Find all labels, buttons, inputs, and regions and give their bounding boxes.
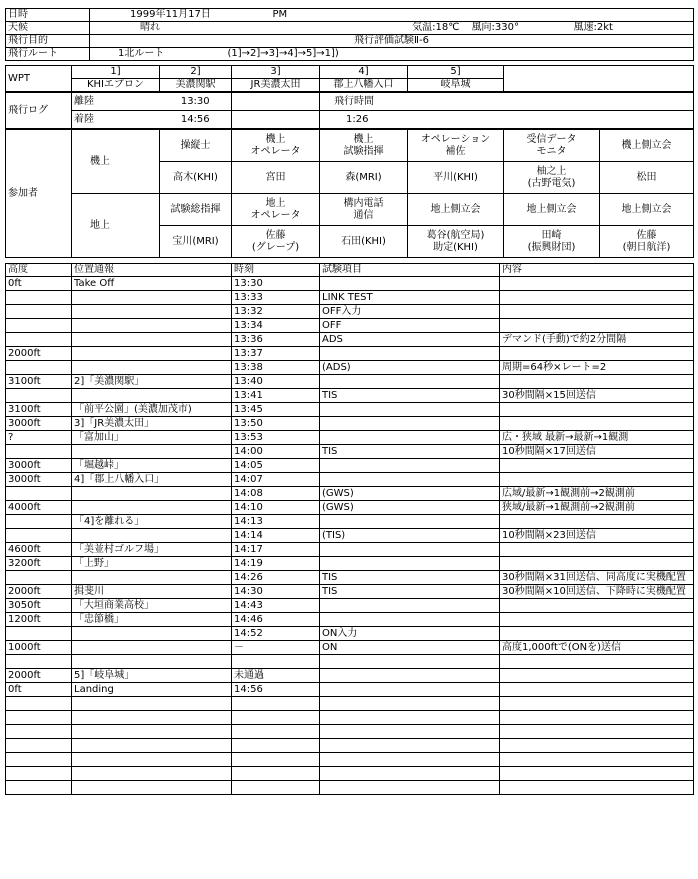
table-row <box>6 291 694 305</box>
log-test-item <box>320 403 500 417</box>
temperature: 気温:18℃ <box>372 22 468 35</box>
log-test-item <box>320 613 500 627</box>
participants-table <box>5 129 694 258</box>
log-altitude: 0ft <box>6 683 72 697</box>
duration-value: 1:26 <box>320 111 694 129</box>
log-test-item: (ADS) <box>320 361 500 375</box>
log-time: 14:07 <box>232 473 320 487</box>
table-row <box>6 543 694 557</box>
log-content <box>500 473 694 487</box>
wpt-name: 美濃関駅 <box>160 79 232 92</box>
log-time: 13:38 <box>232 361 320 375</box>
log-time: 14:08 <box>232 487 320 501</box>
log-content <box>500 319 694 333</box>
log-time: 14:46 <box>232 613 320 627</box>
log-position: 4]「郡上八幡入口」 <box>72 473 232 487</box>
table-row <box>6 781 694 795</box>
log-test-item <box>320 599 500 613</box>
log-test-item: TIS <box>320 571 500 585</box>
log-position: 「上野」 <box>72 557 232 571</box>
log-content <box>500 767 694 781</box>
log-altitude <box>6 319 72 333</box>
date-ampm: PM <box>228 9 372 22</box>
log-test-item <box>320 277 500 291</box>
role-cell: 試験総指揮 <box>160 194 232 226</box>
log-position: 揖斐川 <box>72 585 232 599</box>
log-content <box>500 627 694 641</box>
table-row <box>6 361 694 375</box>
log-time: 14:17 <box>232 543 320 557</box>
wpt-name: KHIエプロン <box>72 79 160 92</box>
name-cell: 葛谷(航空局) 助定(KHI) <box>408 226 504 258</box>
log-altitude <box>6 781 72 795</box>
log-position: 「美並村ゴルフ場」 <box>72 543 232 557</box>
table-row <box>6 375 694 389</box>
log-time: 13:45 <box>232 403 320 417</box>
table-row <box>6 333 694 347</box>
log-content <box>500 697 694 711</box>
log-altitude <box>6 767 72 781</box>
log-time: 14:19 <box>232 557 320 571</box>
log-test-item <box>320 781 500 795</box>
log-time: － <box>232 641 320 655</box>
takeoff-time: 13:30 <box>160 93 232 111</box>
log-test-item: ADS <box>320 333 500 347</box>
log-content: 広域/最新→1観測前→2観測前 <box>500 487 694 501</box>
log-altitude <box>6 627 72 641</box>
log-time: 13:37 <box>232 347 320 361</box>
table-row <box>6 599 694 613</box>
table-row <box>6 403 694 417</box>
table-row <box>6 613 694 627</box>
log-content: 30秒間隔×31回送信、同高度に実機配置 <box>500 571 694 585</box>
log-content <box>500 599 694 613</box>
log-content <box>500 277 694 291</box>
log-position <box>72 445 232 459</box>
log-test-item: TIS <box>320 389 500 403</box>
role-cell: 操縦士 <box>160 130 232 162</box>
log-time: 13:41 <box>232 389 320 403</box>
log-position <box>72 389 232 403</box>
log-altitude: 2000ft <box>6 347 72 361</box>
log-content <box>500 669 694 683</box>
log-altitude: 2000ft <box>6 585 72 599</box>
flight-test-sheet <box>5 8 693 795</box>
log-time: 未通過 <box>232 669 320 683</box>
log-time <box>232 739 320 753</box>
table-row <box>6 753 694 767</box>
wpt-number: 2] <box>160 66 232 79</box>
log-position: 「富加山」 <box>72 431 232 445</box>
name-cell: 高木(KHI) <box>160 162 232 194</box>
table-row <box>6 557 694 571</box>
log-position <box>72 347 232 361</box>
log-altitude <box>6 655 72 669</box>
log-time: 13:30 <box>232 277 320 291</box>
log-position: Landing <box>72 683 232 697</box>
log-test-item: ON入力 <box>320 627 500 641</box>
log-position <box>72 753 232 767</box>
log-test-item <box>320 753 500 767</box>
role-cell: 機上 オペレータ <box>232 130 320 162</box>
log-time <box>232 753 320 767</box>
log-test-item: (GWS) <box>320 487 500 501</box>
table-row <box>6 501 694 515</box>
log-test-item <box>320 557 500 571</box>
log-position <box>72 501 232 515</box>
log-position <box>72 487 232 501</box>
log-content <box>500 739 694 753</box>
log-position: 「4]を離れる」 <box>72 515 232 529</box>
table-row <box>6 417 694 431</box>
log-time: 14:30 <box>232 585 320 599</box>
log-test-item <box>320 515 500 529</box>
name-cell: 森(MRI) <box>320 162 408 194</box>
log-content: 30秒間隔×15回送信 <box>500 389 694 403</box>
table-row <box>6 641 694 655</box>
wpt-label: WPT <box>6 66 72 92</box>
log-time: 13:50 <box>232 417 320 431</box>
log-position: 「堀越峠」 <box>72 459 232 473</box>
log-position <box>72 725 232 739</box>
log-test-item <box>320 739 500 753</box>
log-content <box>500 725 694 739</box>
log-header-altitude: 高度 <box>6 264 72 277</box>
log-content <box>500 347 694 361</box>
weather-label: 天候 <box>6 22 90 35</box>
log-position <box>72 641 232 655</box>
weather-value: 晴れ <box>90 22 228 35</box>
table-row <box>6 711 694 725</box>
log-position <box>72 655 232 669</box>
log-time: 14:26 <box>232 571 320 585</box>
log-altitude <box>6 389 72 403</box>
role-cell: 地上側立会 <box>408 194 504 226</box>
ground-label: 地上 <box>72 194 160 258</box>
log-time: 13:33 <box>232 291 320 305</box>
role-cell: 機上側立会 <box>600 130 694 162</box>
log-header-position: 位置通報 <box>72 264 232 277</box>
log-content <box>500 557 694 571</box>
log-position <box>72 529 232 543</box>
log-header-test-item: 試験項目 <box>320 264 500 277</box>
log-altitude: 4600ft <box>6 543 72 557</box>
log-position: 5]「岐阜城」 <box>72 669 232 683</box>
log-position <box>72 571 232 585</box>
table-row <box>6 571 694 585</box>
log-test-item <box>320 417 500 431</box>
log-time: 14:43 <box>232 599 320 613</box>
table-row <box>6 683 694 697</box>
wpt-number: 3] <box>232 66 320 79</box>
log-test-item <box>320 725 500 739</box>
log-position <box>72 291 232 305</box>
log-time <box>232 767 320 781</box>
log-test-item <box>320 347 500 361</box>
table-row <box>6 347 694 361</box>
purpose-value: 飛行評価試験Ⅱ-6 <box>90 35 694 48</box>
flight-log-table <box>5 92 694 129</box>
log-position <box>72 319 232 333</box>
log-altitude: 3000ft <box>6 459 72 473</box>
log-content <box>500 711 694 725</box>
log-time <box>232 697 320 711</box>
log-header-content: 内容 <box>500 264 694 277</box>
table-row <box>6 655 694 669</box>
log-content <box>500 613 694 627</box>
name-cell: 平川(KHI) <box>408 162 504 194</box>
log-altitude: 2000ft <box>6 669 72 683</box>
log-test-item <box>320 473 500 487</box>
log-table <box>5 263 694 795</box>
log-test-item: TIS <box>320 445 500 459</box>
log-position <box>72 697 232 711</box>
table-row <box>6 305 694 319</box>
name-cell: 宮田 <box>232 162 320 194</box>
log-position: 「忠節橋」 <box>72 613 232 627</box>
table-row <box>6 529 694 543</box>
log-time: 14:14 <box>232 529 320 543</box>
wpt-number: 5] <box>408 66 504 79</box>
table-row <box>6 487 694 501</box>
duration-label: 飛行時間 <box>320 93 694 111</box>
wind-direction: 風向:330° <box>468 22 564 35</box>
name-cell: 田崎 (振興財団) <box>504 226 600 258</box>
table-row <box>6 431 694 445</box>
onboard-label: 機上 <box>72 130 160 194</box>
route-value: (1]→2]→3]→4]→5]→1]) <box>228 48 694 61</box>
log-test-item: (GWS) <box>320 501 500 515</box>
log-altitude <box>6 445 72 459</box>
log-position: 3]「JR美濃太田」 <box>72 417 232 431</box>
role-cell: 地上 オペレータ <box>232 194 320 226</box>
landing-time: 14:56 <box>160 111 232 129</box>
table-row <box>6 767 694 781</box>
date-value: 1999年11月17日 <box>90 9 228 22</box>
log-position: 「大垣商業高校」 <box>72 599 232 613</box>
log-altitude <box>6 711 72 725</box>
log-altitude: 3200ft <box>6 557 72 571</box>
log-position <box>72 627 232 641</box>
log-altitude <box>6 753 72 767</box>
log-content <box>500 305 694 319</box>
log-altitude <box>6 725 72 739</box>
log-content: 高度1,000ftで(ONを)送信 <box>500 641 694 655</box>
table-row <box>6 585 694 599</box>
log-altitude <box>6 529 72 543</box>
log-content <box>500 459 694 473</box>
log-time <box>232 711 320 725</box>
log-altitude: 1200ft <box>6 613 72 627</box>
log-content <box>500 781 694 795</box>
log-content: 周期=64秒×レート=2 <box>500 361 694 375</box>
log-content <box>500 515 694 529</box>
role-cell: 構内電話 通信 <box>320 194 408 226</box>
role-cell: 地上側立会 <box>504 194 600 226</box>
landing-label: 着陸 <box>72 111 160 129</box>
log-content: 広・狭域 最新→最新→1観測 <box>500 431 694 445</box>
purpose-label: 飛行目的 <box>6 35 90 48</box>
log-content <box>500 683 694 697</box>
log-time: 14:00 <box>232 445 320 459</box>
log-altitude <box>6 305 72 319</box>
log-test-item <box>320 697 500 711</box>
log-test-item <box>320 711 500 725</box>
log-test-item: LINK TEST <box>320 291 500 305</box>
log-test-item <box>320 543 500 557</box>
log-position: 「前平公園」(美濃加茂市) <box>72 403 232 417</box>
log-altitude: 3050ft <box>6 599 72 613</box>
log-altitude: 3100ft <box>6 375 72 389</box>
log-content: 10秒間隔×23回送信 <box>500 529 694 543</box>
route-name: 1北ルート <box>90 48 228 61</box>
log-test-item <box>320 655 500 669</box>
table-row <box>6 389 694 403</box>
log-content <box>500 403 694 417</box>
log-time <box>232 725 320 739</box>
log-altitude: 0ft <box>6 277 72 291</box>
log-altitude: 3000ft <box>6 417 72 431</box>
role-cell: 地上側立会 <box>600 194 694 226</box>
log-altitude: ? <box>6 431 72 445</box>
takeoff-label: 離陸 <box>72 93 160 111</box>
log-time: 14:10 <box>232 501 320 515</box>
log-time: 13:36 <box>232 333 320 347</box>
log-position <box>72 333 232 347</box>
log-altitude <box>6 291 72 305</box>
log-header-time: 時刻 <box>232 264 320 277</box>
wpt-table <box>5 65 694 92</box>
name-cell: 佐藤 (朝日航洋) <box>600 226 694 258</box>
header-table <box>5 8 694 61</box>
role-cell: 受信データ モニタ <box>504 130 600 162</box>
role-cell: オペレーション 補佐 <box>408 130 504 162</box>
log-altitude <box>6 487 72 501</box>
log-content <box>500 417 694 431</box>
log-test-item: (TIS) <box>320 529 500 543</box>
log-altitude: 1000ft <box>6 641 72 655</box>
log-content: 狭域/最新→1観測前→2観測前 <box>500 501 694 515</box>
name-cell: 宝川(MRI) <box>160 226 232 258</box>
log-position <box>72 305 232 319</box>
log-test-item <box>320 669 500 683</box>
log-position: Take Off <box>72 277 232 291</box>
log-content: デマンド(手動)で約2分間隔 <box>500 333 694 347</box>
wind-speed: 風速:2kt <box>564 22 694 35</box>
log-content: 10秒間隔×17回送信 <box>500 445 694 459</box>
log-altitude <box>6 739 72 753</box>
log-position <box>72 767 232 781</box>
log-time: 13:53 <box>232 431 320 445</box>
table-row <box>6 739 694 753</box>
log-position <box>72 781 232 795</box>
log-test-item <box>320 459 500 473</box>
log-test-item: TIS <box>320 585 500 599</box>
log-test-item <box>320 767 500 781</box>
log-test-item <box>320 683 500 697</box>
table-row <box>6 725 694 739</box>
log-time: 14:52 <box>232 627 320 641</box>
table-row <box>6 515 694 529</box>
log-test-item: OFF入力 <box>320 305 500 319</box>
route-label: 飛行ルート <box>6 48 90 61</box>
participants-label: 参加者 <box>6 130 72 258</box>
date-label: 日時 <box>6 9 90 22</box>
log-time <box>232 781 320 795</box>
log-altitude <box>6 361 72 375</box>
log-time: 13:34 <box>232 319 320 333</box>
log-position: 2]「美濃関駅」 <box>72 375 232 389</box>
log-content: 30秒間隔×10回送信、下降時に実機配置 <box>500 585 694 599</box>
log-altitude <box>6 571 72 585</box>
log-time: 14:13 <box>232 515 320 529</box>
table-row <box>6 445 694 459</box>
name-cell: 佐藤 (グレープ) <box>232 226 320 258</box>
table-row <box>6 473 694 487</box>
log-time: 13:40 <box>232 375 320 389</box>
log-test-item <box>320 375 500 389</box>
log-content <box>500 655 694 669</box>
log-altitude <box>6 515 72 529</box>
table-row <box>6 697 694 711</box>
log-test-item <box>320 431 500 445</box>
log-position <box>72 739 232 753</box>
log-altitude: 3100ft <box>6 403 72 417</box>
log-time: 14:56 <box>232 683 320 697</box>
wpt-number: 4] <box>320 66 408 79</box>
wpt-name: JR美濃太田 <box>232 79 320 92</box>
log-content <box>500 543 694 557</box>
log-content <box>500 753 694 767</box>
table-row <box>6 669 694 683</box>
table-row <box>6 627 694 641</box>
name-cell: 石田(KHI) <box>320 226 408 258</box>
wpt-name: 郡上八幡入口 <box>320 79 408 92</box>
log-time: 14:05 <box>232 459 320 473</box>
log-position <box>72 361 232 375</box>
log-altitude <box>6 333 72 347</box>
log-test-item: OFF <box>320 319 500 333</box>
log-altitude <box>6 697 72 711</box>
flight-log-label: 飛行ログ <box>6 93 72 129</box>
table-row <box>6 459 694 473</box>
log-time <box>232 655 320 669</box>
name-cell: 柚之上 (古野電気) <box>504 162 600 194</box>
log-position <box>72 711 232 725</box>
wpt-name: 岐阜城 <box>408 79 504 92</box>
log-altitude: 4000ft <box>6 501 72 515</box>
log-content <box>500 291 694 305</box>
log-content <box>500 375 694 389</box>
table-row <box>6 277 694 291</box>
name-cell: 松田 <box>600 162 694 194</box>
log-test-item: ON <box>320 641 500 655</box>
log-altitude: 3000ft <box>6 473 72 487</box>
table-row <box>6 319 694 333</box>
role-cell: 機上 試験指揮 <box>320 130 408 162</box>
log-time: 13:32 <box>232 305 320 319</box>
wpt-number: 1] <box>72 66 160 79</box>
log-body <box>6 277 694 795</box>
